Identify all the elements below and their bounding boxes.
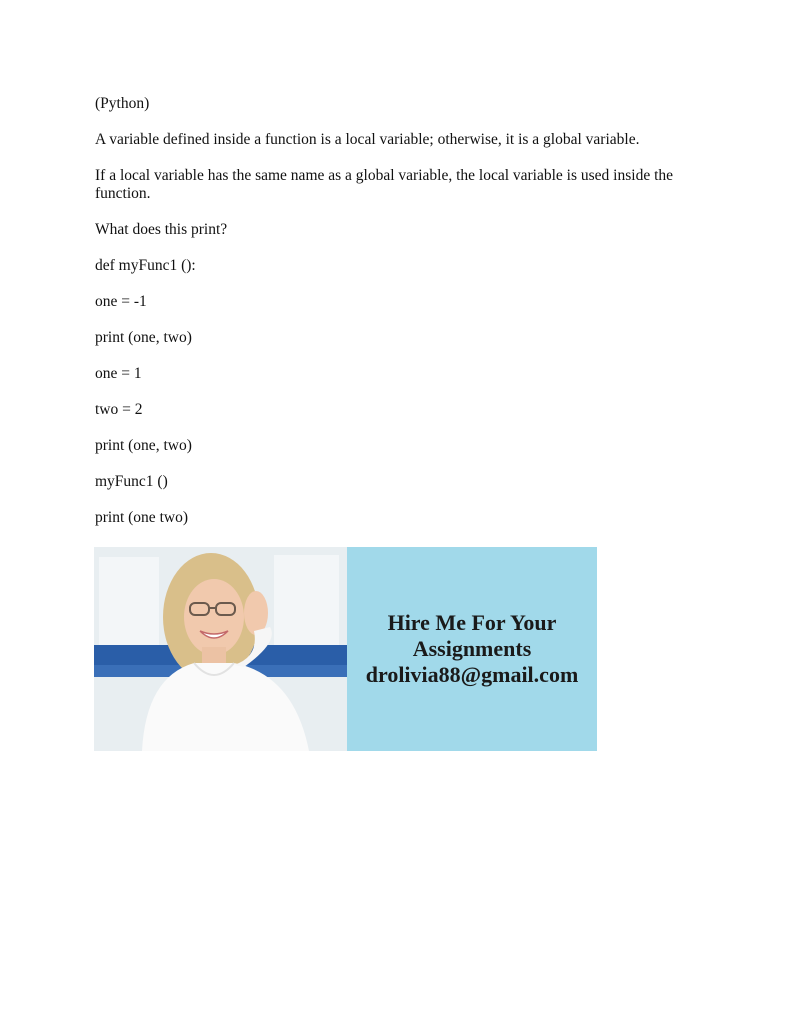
code-line: one = 1 (95, 365, 142, 382)
language-tag: (Python) (95, 95, 150, 112)
code-line: print (one two) (95, 509, 188, 526)
woman-photo-image (94, 547, 347, 751)
woman-illustration (94, 547, 347, 751)
advertisement-banner[interactable] (94, 547, 597, 751)
code-line: print (one, two) (95, 437, 192, 454)
code-line: two = 2 (95, 401, 143, 418)
contact-email[interactable]: drolivia88@gmail.com (365, 662, 579, 687)
definition-paragraph: A variable defined inside a function is a local variable; otherwise, it is a global variable. (95, 131, 640, 148)
code-line: myFunc1 () (95, 473, 168, 490)
ad-text-panel (347, 547, 597, 751)
document-body (95, 95, 695, 527)
code-line: def myFunc1 (): (95, 257, 196, 274)
code-line: one = -1 (95, 293, 147, 310)
ad-subheadline: Assignments (412, 636, 532, 661)
code-line: print (one, two) (95, 329, 192, 346)
ad-headline: Hire Me For Your (387, 610, 557, 635)
scope-rule-paragraph: If a local variable has the same name as a global variable, the local variable is used inside the function. (95, 167, 674, 202)
question-text: What does this print? (95, 221, 228, 238)
